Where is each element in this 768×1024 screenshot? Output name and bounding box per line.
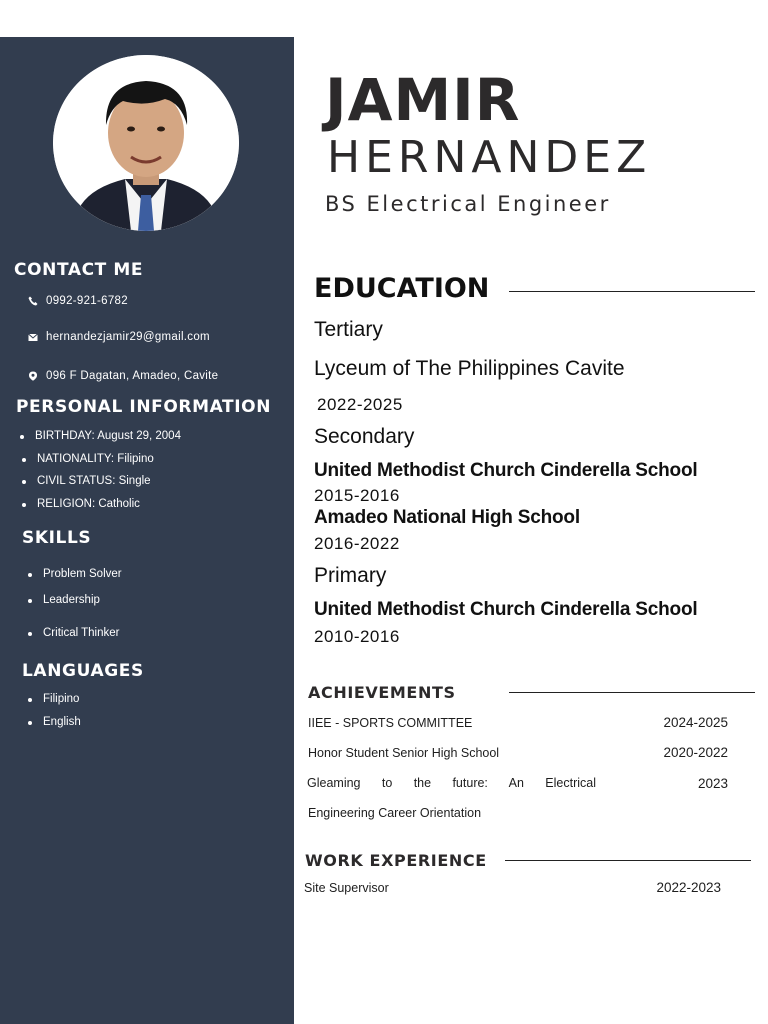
work-year: 2022-2023 — [656, 880, 721, 895]
skill-item: Critical Thinker — [43, 627, 120, 639]
location-pin-icon — [28, 371, 38, 381]
secondary-years-1: 2015-2016 — [314, 486, 400, 505]
language-item: English — [43, 716, 81, 728]
contact-address — [28, 370, 218, 382]
religion-item: RELIGION: Catholic — [37, 498, 140, 510]
email-text: hernandezjamir29@gmail.com — [46, 331, 210, 343]
civil-status-item: CIVIL STATUS: Single — [37, 475, 151, 487]
skill-item: Problem Solver — [43, 568, 122, 580]
contact-heading: CONTACT ME — [14, 260, 144, 280]
achievement-title-line2: Engineering Career Orientation — [308, 806, 482, 820]
skills-heading: SKILLS — [22, 528, 92, 548]
first-name: JAMIR — [325, 66, 521, 134]
phone-text: 0992-921-6782 — [46, 295, 128, 307]
address-text: 096 F Dagatan, Amadeo, Cavite — [46, 370, 219, 382]
profile-photo — [53, 55, 239, 231]
tertiary-label: Tertiary — [314, 318, 383, 341]
languages-heading: LANGUAGES — [22, 661, 144, 681]
education-heading: EDUCATION — [314, 273, 490, 304]
primary-years: 2010-2016 — [314, 627, 400, 646]
achievement-year: 2024-2025 — [663, 715, 728, 730]
secondary-school-2: Amadeo National High School — [314, 507, 580, 528]
personal-info-heading: PERSONAL INFORMATION — [16, 397, 272, 417]
tertiary-school: Lyceum of The Philippines Cavite — [314, 357, 625, 380]
achievement-title: Honor Student Senior High School — [308, 746, 500, 760]
sidebar — [0, 37, 294, 1024]
work-experience-heading: WORK EXPERIENCE — [305, 851, 487, 870]
last-name: HERNANDEZ — [327, 132, 652, 183]
envelope-icon — [28, 332, 38, 342]
secondary-years-2: 2016-2022 — [314, 534, 400, 553]
tertiary-years: 2022-2025 — [317, 395, 403, 414]
work-experience-divider — [505, 860, 751, 861]
achievement-year: 2023 — [697, 776, 728, 791]
secondary-label: Secondary — [314, 425, 415, 448]
achievements-divider — [509, 692, 755, 693]
primary-school: United Methodist Church Cinderella School — [314, 599, 698, 620]
contact-phone — [28, 295, 128, 307]
language-item: Filipino — [43, 693, 80, 705]
birthday-item: BIRTHDAY: August 29, 2004 — [35, 430, 181, 442]
nationality-item: NATIONALITY: Filipino — [37, 453, 154, 465]
education-divider — [509, 291, 755, 292]
achievement-year: 2020-2022 — [663, 745, 728, 760]
primary-label: Primary — [314, 564, 387, 587]
contact-email — [28, 331, 210, 343]
secondary-school-1: United Methodist Church Cinderella School — [314, 460, 698, 481]
skill-item: Leadership — [43, 594, 100, 606]
phone-icon — [28, 296, 38, 306]
achievements-heading: ACHIEVEMENTS — [308, 683, 456, 702]
achievement-title: IIEE - SPORTS COMMITTEE — [308, 716, 473, 730]
achievement-title-line1: Gleaming to the future: An Electrical — [307, 776, 596, 790]
profile-photo-illustration — [53, 55, 239, 231]
job-title: BS Electrical Engineer — [325, 192, 611, 216]
work-title: Site Supervisor — [304, 881, 389, 895]
